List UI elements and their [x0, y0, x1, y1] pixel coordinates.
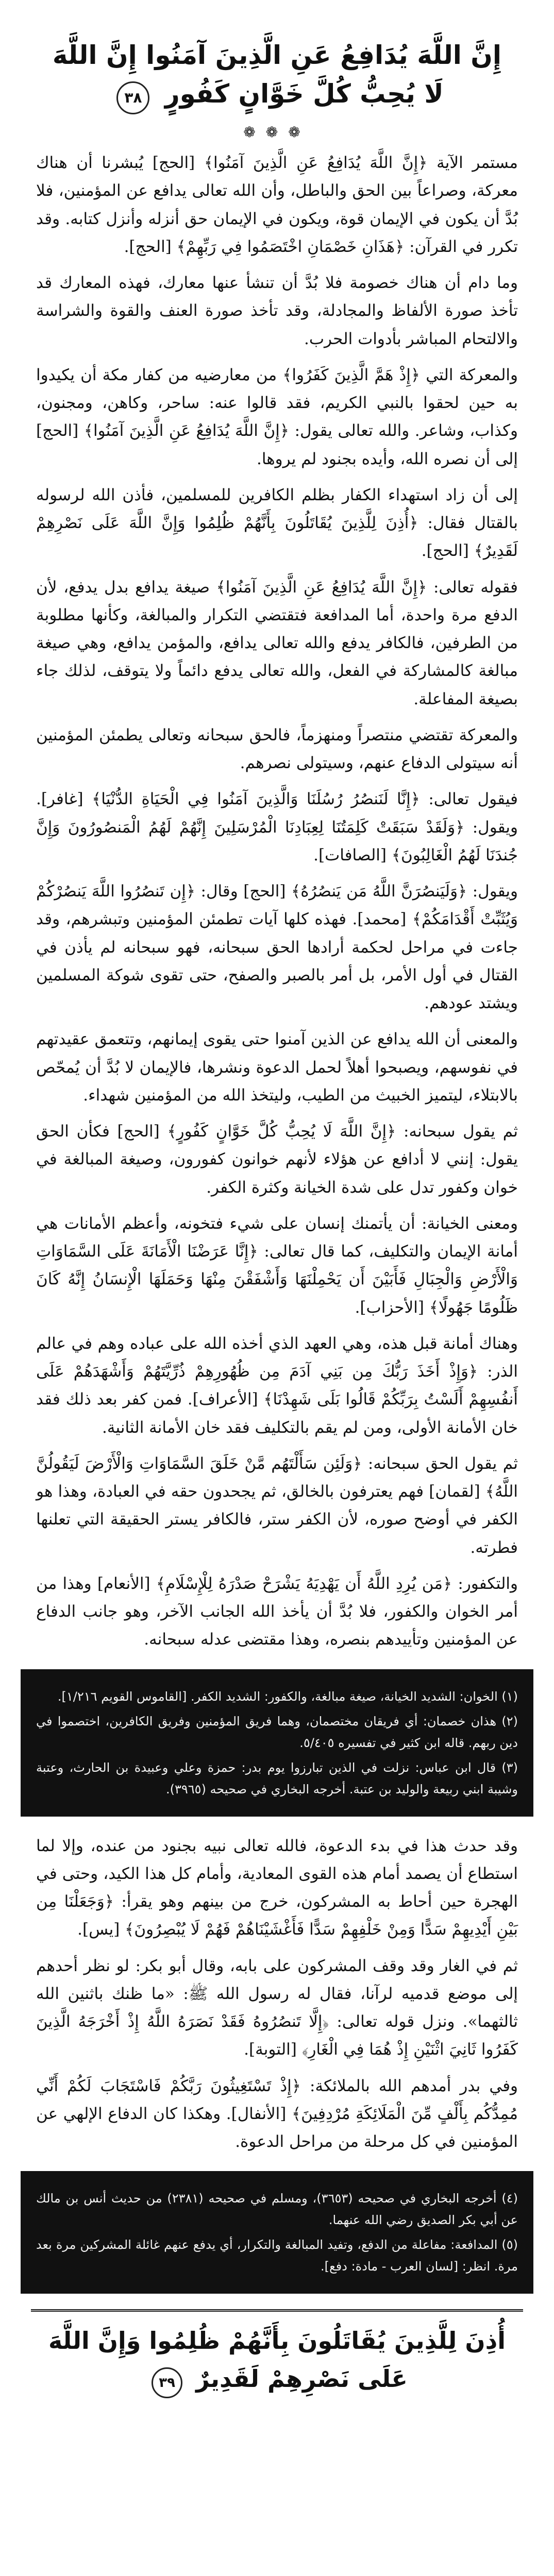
footnote: (٥) المدافعة: مفاعلة من الدفع، وتفيد المبالغة والتكرار، أي يدفع عنهم غائلة المشركين مرة بعد مرة. انظر: [لسان العرب - مادة: دفع]. — [36, 2238, 518, 2274]
footnotes-block-second — [21, 2171, 533, 2294]
ornament-divider: ❁❁❁ — [243, 124, 311, 141]
paragraph: فقوله تعالى: ﴿إِنَّ اللَّهَ يُدَافِعُ عَنِ الَّذِينَ آمَنُوا﴾ صيغة يدافع بدل يدفع، لأن الدفع مرة واحدة، أما المدافعة فتقتضي التكرار والمبالغة، وكأنها مطلوبة من الطرفين، فالكافر يدفع والله تعالى يدافع، والمؤمن يدافع، وهي صيغة مبالغة كالمشاركة في الفعل، والله تعالى يدفع دائماً ولا يتوقف، لذلك جاء بصيغة المفاعلة. — [36, 578, 518, 708]
paragraph: والمعركة التي ﴿إِذْ هَمَّ الَّذِينَ كَفَرُوا﴾ من معارضيه من كفار مكة أن يكيدوا به حين لحقوا بالنبي الكريم، فقد قالوا عنه: ساحر، وكاهن، ومجنون، وكذاب، وشاعر. والله تعالى يقول: ﴿إِنَّ اللَّهَ يُدَافِعُ عَنِ الَّذِينَ آمَنُوا﴾ [الحج] إلى أن نصره الله، وأيده بجنود لم يروها. — [36, 365, 518, 468]
footnote: (٤) أخرجه البخاري في صحيحه (٣٦٥٣)، ومسلم في صحيحه (٢٣٨١) من حديث أنس بن مالك عن أبي بكر الصديق رضي الله عنهما. — [36, 2191, 518, 2228]
paragraph: وقد حدث هذا في بدء الدعوة، فالله تعالى نبيه بجنود من عنده، وإلا لما استطاع أن يصمد أمام هذه القوى المعادية، وأمام كل هذا الكيد، وحتى في الهجرة حين أحاط به المشركون، خرج من بينهم وهو يقرأ: ﴿وَجَعَلْنَا مِن بَيْنِ أَيْدِيهِمْ سَدًّا وَمِنْ خَلْفِهِمْ سَدًّا فَأَغْشَيْنَاهُمْ فَهُمْ لَا يُبْصِرُونَ﴾ [يس]. — [36, 1836, 518, 1939]
footnote: (٣) قال ابن عباس: نزلت في الذين تبارزوا يوم بدر: حمزة وعلي وعبيدة بن الحارث، وعتبة وشيبة ابني ربيعة والوليد بن عتبة. أخرجه البخاري في صحيحه (٣٩٦٥). — [36, 1760, 518, 1797]
paragraph: إلى أن زاد استهداء الكفار بظلم الكافرين للمسلمين، فأذن الله لرسوله بالقتال فقال: ﴿أُذِنَ لِلَّذِينَ يُقَاتَلُونَ بِأَنَّهُمْ ظُلِمُوا وَإِنَّ اللَّهَ عَلَى نَصْرِهِمْ لَقَدِيرٌ﴾ [الحج]. — [36, 485, 518, 561]
footnote: (٢) هذان خصمان: أي فريقان مختصمان، وهما فريق المؤمنين وفريق الكافرين، اختصموا في دين ربهم. قاله ابن كثير في تفسيره ٥/٤٠٥. — [36, 1714, 518, 1750]
paragraph: ثم يقول سبحانه: ﴿إِنَّ اللَّهَ لَا يُحِبُّ كُلَّ خَوَّانٍ كَفُورٍ﴾ [الحج] فكأن الحق يقول: إنني لا أدافع عن هؤلاء لأنهم خوانون كفورون، وصيغة المبالغة في خوان وكفور تدل على شدة الخيانة وكثرة الكفر. — [36, 1122, 518, 1197]
paragraph: وما دام أن هناك خصومة فلا بُدَّ أن تنشأ عنها معارك، فهذه المعارك قد تأخذ صورة الألفاظ والمجادلة، وقد تأخذ صورة العنف والقوة والشراسة والالتحام المباشر بأدوات الحرب. — [36, 274, 518, 348]
closing-verse-text: أُذِنَ لِلَّذِينَ يُقَاتَلُونَ بِأَنَّهُمْ ظُلِمُوا وَإِنَّ اللَّهَ عَلَى نَصْرِهِمْ لَقَدِيرٌ — [48, 2327, 506, 2393]
paragraph: وفي بدر أمدهم الله بالملائكة: ﴿إِذْ تَسْتَغِيثُونَ رَبَّكُمْ فَاسْتَجَابَ لَكُمْ أَنِّي مُمِدُّكُم بِأَلْفٍ مِّنَ الْمَلَائِكَةِ مُرْدِفِينَ﴾ [الأنفال]. وهكذا كان الدفاع الإلهي عن المؤمنين في كل مرحلة من مراحل الدعوة. — [36, 2076, 518, 2151]
paragraph: والتكفور: ﴿مَن يُرِدِ اللَّهُ أَن يَهْدِيَهُ يَشْرَحْ صَدْرَهُ لِلْإِسْلَامِ﴾ [الأنعام] وهذا من أمر الخوان والكفور، فلا بُدَّ أن يأخذ الله الجانب الآخر، وهو جانب الدفاع عن المؤمنين وتأييدهم بنصره، وهذا مقتضى عدله سبحانه. — [36, 1574, 518, 1649]
paragraph: والمعنى أن الله يدافع عن الذين آمنوا حتى يقوى إيمانهم، وتتعمق عقيدتهم في نفوسهم، ويصبحوا أهلاً لحمل الدعوة ونشرها، فالإيمان لا بُدَّ أن يُمحّص بالابتلاء، ليتميز الخبيث من الطيب، وليتخذ الله من المؤمنين شهداء. — [36, 1030, 518, 1105]
paragraph: ثم يقول الحق سبحانه: ﴿وَلَئِن سَأَلْتَهُم مَّنْ خَلَقَ السَّمَاوَاتِ وَالْأَرْضَ لَيَقُولُنَّ اللَّهُ﴾ [لقمان] فهم يعترفون بالخالق، ثم يجحدون حقه في العبادة، وهذا هو الكفر في أوضح صوره، لأن الكفر ستر، فالكافر يستر الحقيقة التي تعلنها فطرته. — [36, 1454, 518, 1557]
paragraph: ثم في الغار وقد وقف المشركون على بابه، وقال أبو بكر: لو نظر أحدهم إلى موضع قدميه لرآنا، فقال له رسول الله ﷺ: «ما ظنك باثنين الله ثالثهما». ونزل قوله تعالى: ﴿إِلَّا تَنصُرُوهُ فَقَدْ نَصَرَهُ اللَّهُ إِذْ أَخْرَجَهُ الَّذِينَ كَفَرُوا ثَانِيَ اثْنَيْنِ إِذْ هُمَا فِي الْغَارِ﴾ [التوبة]. — [36, 1956, 518, 2059]
closing-verse-number: ٣٩ — [152, 2367, 182, 2398]
opening-verse-banner — [31, 21, 523, 120]
paragraph: فيقول تعالى: ﴿إِنَّا لَنَنصُرُ رُسُلَنَا وَالَّذِينَ آمَنُوا فِي الْحَيَاةِ الدُّنْيَا﴾ [غافر]. ويقول: ﴿وَلَقَدْ سَبَقَتْ كَلِمَتُنَا لِعِبَادِنَا الْمُرْسَلِينَ إِنَّهُمْ لَهُمُ الْمَنصُورُونَ وَإِنَّ جُندَنَا لَهُمُ الْغَالِبُونَ﴾ [الصافات]. — [36, 790, 518, 865]
paragraph: وهناك أمانة قبل هذه، وهي العهد الذي أخذه الله على عباده وهم في عالم الذر: ﴿وَإِذْ أَخَذَ رَبُّكَ مِن بَنِي آدَمَ مِن ظُهُورِهِمْ ذُرِّيَّتَهُمْ وَأَشْهَدَهُمْ عَلَى أَنفُسِهِمْ أَلَسْتُ بِرَبِّكُمْ قَالُوا بَلَى شَهِدْنَا﴾ [الأعراف]. فمن كفر بعد ذلك فقد خان الأمانة الأولى، ومن لم يقم بالتكليف فقد خان الأمانة الثانية. — [36, 1334, 518, 1437]
paragraph: ومعنى الخيانة: أن يأتمنك إنسان على شيء فتخونه، وأعظم الأمانات هي أمانة الإيمان والتكليف، كما قال تعالى: ﴿إِنَّا عَرَضْنَا الْأَمَانَةَ عَلَى السَّمَاوَاتِ وَالْأَرْضِ وَالْجِبَالِ فَأَبَيْنَ أَن يَحْمِلْنَهَا وَأَشْفَقْنَ مِنْهَا وَحَمَلَهَا الْإِنسَانُ إِنَّهُ كَانَ ظَلُومًا جَهُولًا﴾ [الأحزاب]. — [36, 1214, 518, 1317]
opening-verse-number: ٣٨ — [116, 81, 149, 114]
paragraph: والمعركة تقتضي منتصراً ومنهزماً، فالحق سبحانه وتعالى يطمئن المؤمنين أنه سيتولى الدفاع عنهم، وسيتولى نصرهم. — [36, 725, 518, 772]
closing-verse-banner — [31, 2309, 523, 2414]
footnotes-block — [21, 1669, 533, 1817]
footnote: (١) الخوان: الشديد الخيانة، صيغة مبالغة، والكفور: الشديد الكفر. [القاموس القويم ١/٢١٦]. — [57, 1689, 518, 1704]
paragraph: مستمر الآية ﴿إِنَّ اللَّهَ يُدَافِعُ عَنِ الَّذِينَ آمَنُوا﴾ [الحج] يُبشرنا أن هناك معركة، وصراعاً بين الحق والباطل، وأن الله تعالى يدافع عن المؤمنين، فلا بُدَّ أن يكون في الإيمان قوة، ويكون في الإيمان حق أنزله وأنزل كتابه. وقد تكرر في القرآن: ﴿هَذَانِ خَصْمَانِ اخْتَصَمُوا فِي رَبِّهِمْ﴾ [الحج]. — [36, 154, 518, 256]
opening-verse-text: إِنَّ اللَّهَ يُدَافِعُ عَنِ الَّذِينَ آمَنُوا إِنَّ اللَّهَ لَا يُحِبُّ كُلَّ خَوَّانٍ كَفُورٍ — [52, 40, 502, 109]
paragraph: ويقول: ﴿وَلَيَنصُرَنَّ اللَّهُ مَن يَنصُرُهُ﴾ [الحج] وقال: ﴿إِن تَنصُرُوا اللَّهَ يَنصُرْكُمْ وَيُثَبِّتْ أَقْدَامَكُمْ﴾ [محمد]. فهذه كلها آيات تطمئن المؤمنين وتبشرهم، وقد جاءت في مراحل لحكمة أرادها الحق سبحانه، فهو سبحانه لم يأذن في القتال في أول الأمر، بل أمر بالصبر والصفح، حتى تقوى شوكة المسلمين ويشتد عودهم. — [36, 882, 518, 1012]
